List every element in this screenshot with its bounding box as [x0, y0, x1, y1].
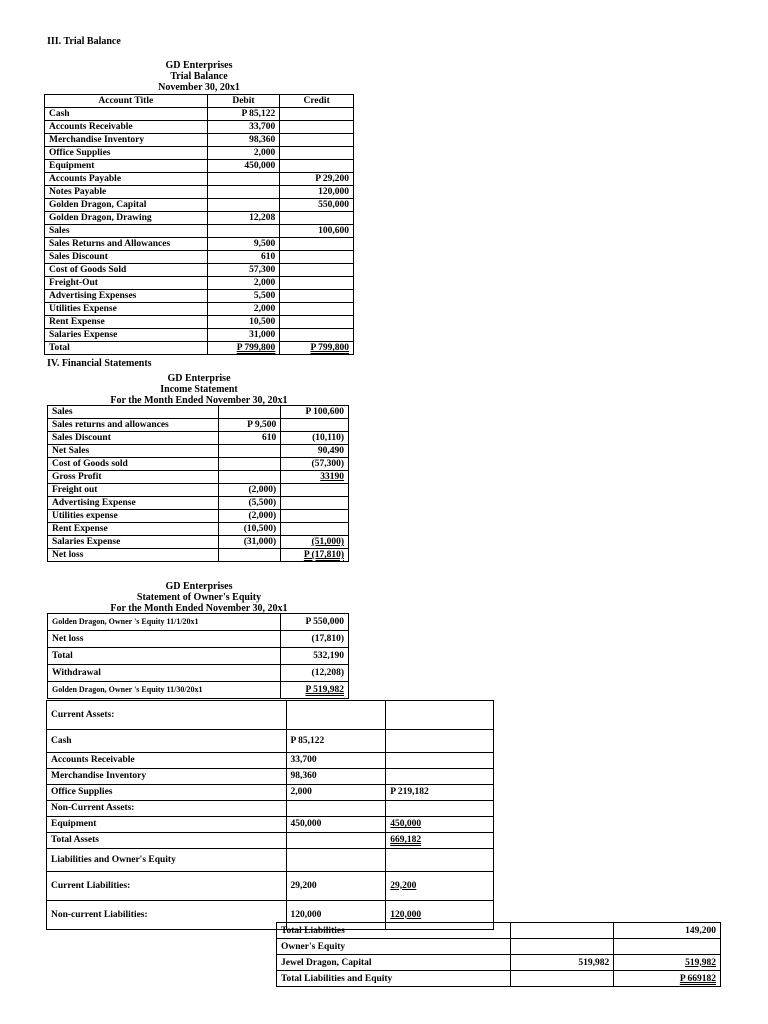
account-title: Sales Returns and Allowances — [45, 238, 208, 251]
credit-value — [280, 212, 354, 225]
credit-value — [280, 303, 354, 316]
line-total — [386, 849, 494, 872]
line-label: Sales Discount — [48, 432, 219, 445]
line-total: (51,000) — [281, 536, 349, 549]
line-amount: 120,000 — [286, 901, 386, 930]
credit-value — [280, 121, 354, 134]
credit-value — [280, 134, 354, 147]
line-total: 519,982 — [614, 955, 721, 971]
liabilities-equity-table — [276, 922, 721, 987]
line-total: P (17,810) — [281, 549, 349, 562]
account-title: Equipment — [45, 160, 208, 173]
line-total — [386, 753, 494, 769]
header-account-title: Account Title — [45, 95, 208, 108]
line-total — [281, 484, 349, 497]
credit-value: 100,600 — [280, 225, 354, 238]
credit-value — [280, 277, 354, 290]
account-title: Merchandise Inventory — [45, 134, 208, 147]
debit-value — [207, 225, 280, 238]
line-label: Gross Profit — [48, 471, 219, 484]
table-row — [48, 432, 349, 445]
debit-value: 9,500 — [207, 238, 280, 251]
debit-value: 2,000 — [207, 277, 280, 290]
table-row — [45, 134, 354, 147]
total-debit: P 799,800 — [207, 342, 280, 355]
account-title: Salaries Expense — [45, 329, 208, 342]
line-amount: (10,500) — [219, 523, 281, 536]
line-amount: P 519,982 — [281, 682, 349, 699]
line-total — [386, 769, 494, 785]
line-amount: (31,000) — [219, 536, 281, 549]
table-row — [47, 701, 494, 730]
line-amount: 98,360 — [286, 769, 386, 785]
owners-equity-table — [47, 613, 349, 699]
company-name: GD Enterprise — [167, 373, 231, 384]
table-row — [48, 419, 349, 432]
line-label: Net Sales — [48, 445, 219, 458]
credit-value — [280, 290, 354, 303]
line-label: Sales returns and allowances — [48, 419, 219, 432]
table-row — [48, 523, 349, 536]
line-total — [386, 730, 494, 753]
line-label: Current Liabilities: — [47, 872, 287, 901]
header-credit: Credit — [280, 95, 354, 108]
credit-value — [280, 251, 354, 264]
account-title: Cost of Goods Sold — [45, 264, 208, 277]
line-total: 669,182 — [386, 833, 494, 849]
line-label: Non-Current Assets: — [47, 801, 287, 817]
line-total: 450,000 — [386, 817, 494, 833]
line-label: Net loss — [48, 631, 281, 648]
trial-balance-header — [44, 60, 354, 93]
account-title: Notes Payable — [45, 186, 208, 199]
table-row — [48, 406, 349, 419]
line-total: 90,490 — [281, 445, 349, 458]
header-debit: Debit — [207, 95, 280, 108]
statement-title: Trial Balance — [170, 71, 228, 82]
account-title: Freight-Out — [45, 277, 208, 290]
debit-value: 2,000 — [207, 147, 280, 160]
table-row — [48, 631, 349, 648]
line-amount — [286, 833, 386, 849]
line-label: Equipment — [47, 817, 287, 833]
debit-value: 10,500 — [207, 316, 280, 329]
table-row — [45, 186, 354, 199]
table-row — [45, 290, 354, 303]
table-row — [47, 785, 494, 801]
line-amount: 450,000 — [286, 817, 386, 833]
company-name: GD Enterprises — [165, 60, 233, 71]
table-row — [277, 923, 721, 939]
line-amount — [219, 445, 281, 458]
account-title: Advertising Expenses — [45, 290, 208, 303]
table-row — [45, 277, 354, 290]
line-amount — [219, 458, 281, 471]
line-amount — [510, 971, 614, 987]
income-statement-table — [47, 405, 349, 562]
line-amount: P 9,500 — [219, 419, 281, 432]
line-label: Total Assets — [47, 833, 287, 849]
account-title: Golden Dragon, Drawing — [45, 212, 208, 225]
line-total: 29,200 — [386, 872, 494, 901]
debit-value — [207, 186, 280, 199]
line-amount — [219, 549, 281, 562]
table-row — [47, 730, 494, 753]
line-label: Utilities expense — [48, 510, 219, 523]
table-row — [47, 872, 494, 901]
line-amount — [219, 471, 281, 484]
line-label: Golden Dragon, Owner 's Equity 11/30/20x1 — [48, 682, 281, 699]
line-label: Sales — [48, 406, 219, 419]
table-row — [47, 769, 494, 785]
account-title: Accounts Payable — [45, 173, 208, 186]
table-row — [47, 817, 494, 833]
line-amount: (2,000) — [219, 510, 281, 523]
line-total: 149,200 — [614, 923, 721, 939]
line-label: Jewel Dragon, Capital — [277, 955, 511, 971]
table-row — [45, 225, 354, 238]
line-amount: (17,810) — [281, 631, 349, 648]
line-amount: 519,982 — [510, 955, 614, 971]
statement-period: For the Month Ended November 30, 20x1 — [110, 603, 288, 614]
table-row — [277, 955, 721, 971]
table-row — [45, 316, 354, 329]
line-label: Rent Expense — [48, 523, 219, 536]
table-row — [48, 665, 349, 682]
owners-equity-header — [44, 581, 354, 614]
table-row — [48, 484, 349, 497]
table-header-row — [45, 95, 354, 108]
debit-value: 98,360 — [207, 134, 280, 147]
line-label: Total Liabilities — [277, 923, 511, 939]
line-amount: (12,208) — [281, 665, 349, 682]
account-title: Golden Dragon, Capital — [45, 199, 208, 212]
line-total — [281, 523, 349, 536]
line-total: P 100,600 — [281, 406, 349, 419]
income-statement-header — [44, 373, 354, 406]
debit-value: 31,000 — [207, 329, 280, 342]
line-label: Total — [48, 648, 281, 665]
line-total: P 669182 — [614, 971, 721, 987]
line-label: Salaries Expense — [48, 536, 219, 549]
line-amount — [510, 939, 614, 955]
account-title: Sales — [45, 225, 208, 238]
debit-value: 57,300 — [207, 264, 280, 277]
line-amount — [286, 701, 386, 730]
line-amount: 610 — [219, 432, 281, 445]
table-row — [277, 939, 721, 955]
credit-value — [280, 147, 354, 160]
line-amount: P 550,000 — [281, 614, 349, 631]
table-row — [45, 251, 354, 264]
credit-value — [280, 329, 354, 342]
line-total — [281, 419, 349, 432]
line-amount — [286, 801, 386, 817]
section-heading-trial-balance: III. Trial Balance — [47, 36, 121, 47]
account-title: Sales Discount — [45, 251, 208, 264]
line-total: (57,300) — [281, 458, 349, 471]
debit-value: 12,208 — [207, 212, 280, 225]
total-row — [45, 342, 354, 355]
line-amount: (2,000) — [219, 484, 281, 497]
table-row — [48, 536, 349, 549]
debit-value: 33,700 — [207, 121, 280, 134]
table-row — [47, 833, 494, 849]
table-row — [45, 160, 354, 173]
line-amount: P 85,122 — [286, 730, 386, 753]
credit-value: 550,000 — [280, 199, 354, 212]
statement-period: For the Month Ended November 30, 20x1 — [110, 395, 288, 406]
debit-value: 450,000 — [207, 160, 280, 173]
table-row — [45, 303, 354, 316]
table-row — [45, 147, 354, 160]
table-row — [45, 329, 354, 342]
table-row — [48, 682, 349, 699]
line-total — [614, 939, 721, 955]
line-label: Accounts Receivable — [47, 753, 287, 769]
table-row — [48, 648, 349, 665]
line-label: Merchandise Inventory — [47, 769, 287, 785]
table-row — [47, 801, 494, 817]
line-amount — [510, 923, 614, 939]
debit-value: 610 — [207, 251, 280, 264]
table-row — [48, 458, 349, 471]
line-label: Total Liabilities and Equity — [277, 971, 511, 987]
credit-value — [280, 264, 354, 277]
line-label: Owner's Equity — [277, 939, 511, 955]
credit-value: P 29,200 — [280, 173, 354, 186]
table-row — [48, 510, 349, 523]
account-title: Cash — [45, 108, 208, 121]
line-amount: 532,190 — [281, 648, 349, 665]
line-total — [386, 701, 494, 730]
table-row — [48, 445, 349, 458]
line-amount: 29,200 — [286, 872, 386, 901]
credit-value — [280, 316, 354, 329]
section-heading-financial-statements: IV. Financial Statements — [47, 358, 152, 369]
line-label: Office Supplies — [47, 785, 287, 801]
line-label: Net loss — [48, 549, 219, 562]
line-total — [386, 801, 494, 817]
line-label: Withdrawal — [48, 665, 281, 682]
table-row — [48, 614, 349, 631]
line-amount: 33,700 — [286, 753, 386, 769]
line-total: P 219,182 — [386, 785, 494, 801]
table-row — [45, 212, 354, 225]
line-total — [281, 510, 349, 523]
line-label: Advertising Expense — [48, 497, 219, 510]
total-label: Total — [45, 342, 208, 355]
table-row — [47, 849, 494, 872]
line-amount — [286, 849, 386, 872]
line-amount: (5,500) — [219, 497, 281, 510]
credit-value — [280, 238, 354, 251]
total-credit: P 799,800 — [280, 342, 354, 355]
table-row — [45, 121, 354, 134]
debit-value: P 85,122 — [207, 108, 280, 121]
line-amount — [219, 406, 281, 419]
line-label: Golden Dragon, Owner 's Equity 11/1/20x1 — [48, 614, 281, 631]
table-row — [48, 549, 349, 562]
debit-value: 2,000 — [207, 303, 280, 316]
line-label: Current Assets: — [47, 701, 287, 730]
account-title: Accounts Receivable — [45, 121, 208, 134]
line-label: Non-current Liabilities: — [47, 901, 287, 930]
table-row — [48, 471, 349, 484]
statement-title: Income Statement — [160, 384, 238, 395]
line-label: Cash — [47, 730, 287, 753]
line-label: Cost of Goods sold — [48, 458, 219, 471]
credit-value — [280, 108, 354, 121]
balance-sheet-table — [46, 700, 494, 930]
debit-value — [207, 199, 280, 212]
account-title: Office Supplies — [45, 147, 208, 160]
line-label: Freight out — [48, 484, 219, 497]
line-total: 120,000 — [386, 901, 494, 930]
table-row — [48, 497, 349, 510]
table-row — [47, 753, 494, 769]
table-row — [277, 971, 721, 987]
line-amount: 2,000 — [286, 785, 386, 801]
table-row — [45, 173, 354, 186]
line-total — [281, 497, 349, 510]
table-row — [45, 264, 354, 277]
line-label: Liabilities and Owner's Equity — [47, 849, 287, 872]
company-name: GD Enterprises — [165, 581, 233, 592]
credit-value — [280, 160, 354, 173]
table-row — [45, 238, 354, 251]
credit-value: 120,000 — [280, 186, 354, 199]
table-row — [45, 108, 354, 121]
table-row — [45, 199, 354, 212]
line-total: 33190 — [281, 471, 349, 484]
statement-date: November 30, 20x1 — [158, 82, 240, 93]
account-title: Utilities Expense — [45, 303, 208, 316]
debit-value: 5,500 — [207, 290, 280, 303]
trial-balance-table — [44, 94, 354, 355]
statement-title: Statement of Owner's Equity — [136, 592, 262, 603]
line-total: (10,110) — [281, 432, 349, 445]
account-title: Rent Expense — [45, 316, 208, 329]
debit-value — [207, 173, 280, 186]
